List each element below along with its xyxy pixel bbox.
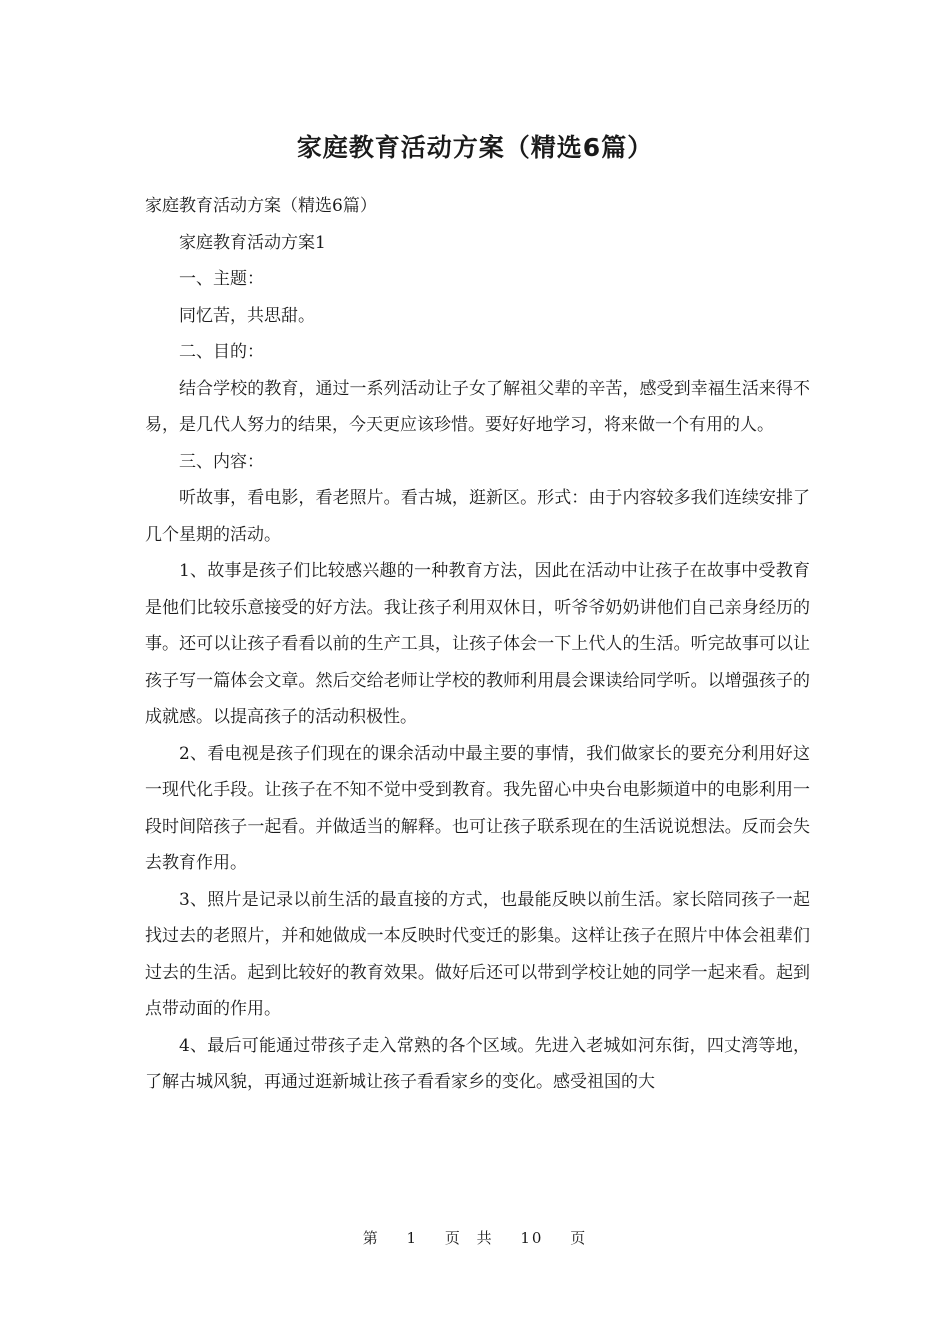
page-footer [0, 1224, 950, 1252]
document-title: 家庭教育活动方案（精选6篇） [296, 133, 654, 162]
paragraph: 3、照片是记录以前生活的最直接的方式，也最能反映以前生活。家长陪同孩子一起找过去的老照片，并和她做成一本反映时代变迁的影集。这样让孩子在照片中体会祖辈们过去的生活。起到比较好的教育效果。做好后还可以带到学校让她的同学一起来看。起到点带动面的作用。 [145, 889, 810, 1019]
paragraph: 家庭教育活动方案（精选6篇） [145, 196, 377, 216]
paragraph: 4、最后可能通过带孩子走入常熟的各个区域。先进入老城如河东街，四丈湾等地，了解古城风貌，再通过逛新城让孩子看看家乡的变化。感受祖国的大 [145, 1035, 810, 1092]
total-pages-number: 10 [520, 1229, 544, 1247]
footer-label-of: 页 共 [444, 1229, 494, 1247]
paragraph: 同忆苦，共思甜。 [179, 305, 315, 326]
paragraph: 听故事，看电影，看老照片。看古城，逛新区。形式：由于内容较多我们连续安排了几个星期的活动。 [145, 488, 810, 545]
paragraph: 二、目的： [179, 342, 264, 362]
paragraph: 1、故事是孩子们比较感兴趣的一种教育方法，因此在活动中让孩子在故事中受教育是他们比较乐意接受的好方法。我让孩子利用双休日，听爷爷奶奶讲他们自己亲身经历的事。还可以让孩子看看以前的生产工具，让孩子体会一下上代人的生活。听完故事可以让孩子写一篇体会文章。然后交给老师让学校的教师利用晨会课读给同学听。以增强孩子的成就感。以提高孩子的活动积极性。 [145, 561, 810, 727]
paragraph: 一、主题： [179, 269, 264, 289]
paragraph: 家庭教育活动方案1 [179, 232, 326, 253]
paragraph: 2、看电视是孩子们现在的课余活动中最主要的事情，我们做家长的要充分利用好这一现代化手段。让孩子在不知不觉中受到教育。我先留心中央台电影频道中的电影利用一段时间陪孩子一起看。并做适当的解释。也可让孩子联系现在的生活说说想法。反而会失去教育作用。 [145, 743, 810, 873]
paragraph: 三、内容： [179, 451, 264, 472]
footer-label-page: 第 [362, 1229, 380, 1247]
paragraph: 结合学校的教育，通过一系列活动让子女了解祖父辈的辛苦，感受到幸福生活来得不易，是几代人努力的结果，今天更应该珍惜。要好好地学习，将来做一个有用的人。 [145, 378, 810, 435]
current-page-number: 1 [406, 1229, 419, 1247]
document-body [145, 188, 810, 1101]
footer-label-end: 页 [570, 1229, 588, 1247]
